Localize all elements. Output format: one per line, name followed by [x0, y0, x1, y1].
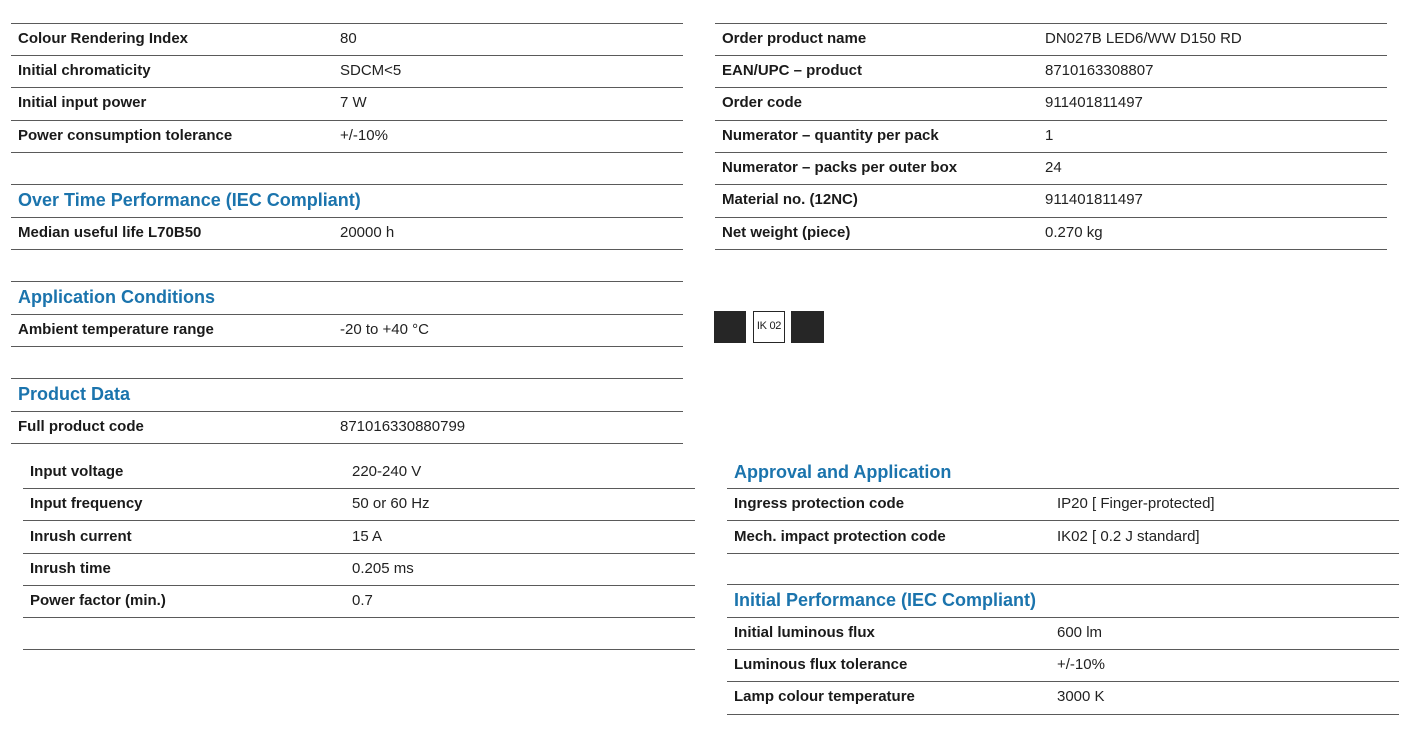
table-row	[11, 411, 683, 443]
row-value: IP20 [ Finger-protected]	[1057, 495, 1215, 512]
electrical-table	[23, 456, 695, 651]
table-row	[23, 553, 695, 585]
table-row	[727, 521, 1399, 553]
ik02-rating-icon: IK 02	[753, 311, 785, 343]
table-rule	[727, 714, 1399, 715]
row-label: Ambient temperature range	[18, 321, 214, 338]
table-row	[23, 521, 695, 553]
row-value: SDCM<5	[340, 62, 402, 79]
product-data-section	[11, 378, 683, 444]
table-rule	[23, 649, 695, 650]
row-label: Lamp colour temperature	[734, 688, 915, 705]
table-row	[11, 55, 683, 87]
table-row	[715, 184, 1387, 216]
over-time-section	[11, 184, 683, 250]
row-label: Inrush time	[30, 560, 111, 577]
row-label: Net weight (piece)	[722, 224, 851, 241]
row-label: Initial input power	[18, 94, 147, 111]
table-row	[715, 23, 1387, 55]
row-label: Input voltage	[30, 463, 124, 480]
row-value: 80	[340, 30, 357, 47]
table-rule	[11, 443, 683, 444]
row-value: 3000 K	[1057, 688, 1105, 705]
row-label: Order product name	[722, 30, 867, 47]
row-label: Initial chromaticity	[18, 62, 151, 79]
row-value: +/-10%	[1057, 656, 1105, 673]
section-header-row	[727, 456, 1399, 488]
table-rule	[11, 249, 683, 250]
table-row	[715, 87, 1387, 119]
row-value: DN027B LED6/WW D150 RD	[1045, 30, 1242, 47]
row-label: Numerator – packs per outer box	[722, 159, 958, 176]
table-row	[11, 217, 683, 249]
row-value: 7 W	[340, 94, 367, 111]
row-value: 600 lm	[1057, 624, 1103, 641]
row-value: 50 or 60 Hz	[352, 495, 430, 512]
table-row	[715, 55, 1387, 87]
row-value: 911401811497	[1045, 191, 1143, 208]
section-title: Approval and Application	[734, 462, 952, 482]
table-rule	[11, 152, 683, 153]
row-value: 871016330880799	[340, 418, 466, 435]
row-value: 24	[1045, 159, 1062, 176]
section-title: Application Conditions	[18, 287, 215, 307]
dark-certification-icon	[791, 311, 824, 343]
table-row	[727, 488, 1399, 520]
table-rule	[23, 617, 695, 618]
row-value: IK02 [ 0.2 J standard]	[1057, 528, 1200, 545]
row-label: Median useful life L70B50	[18, 224, 202, 241]
table-row	[23, 488, 695, 520]
table-row	[11, 87, 683, 119]
row-value: 8710163308807	[1045, 62, 1154, 79]
row-label: Input frequency	[30, 495, 143, 512]
row-label: Numerator – quantity per pack	[722, 127, 939, 144]
table-row	[715, 152, 1387, 184]
section-title: Initial Performance (IEC Compliant)	[734, 590, 1037, 610]
table-row	[23, 456, 695, 488]
table-rule	[727, 553, 1399, 554]
section-title: Over Time Performance (IEC Compliant)	[18, 190, 361, 210]
row-label: Inrush current	[30, 528, 132, 545]
table-rule	[11, 346, 683, 347]
table-row	[727, 681, 1399, 713]
table-row	[23, 585, 695, 617]
row-value: 0.7	[352, 592, 373, 609]
row-label: Colour Rendering Index	[18, 30, 189, 47]
row-label: Luminous flux tolerance	[734, 656, 908, 673]
row-label: Order code	[722, 94, 803, 111]
order-info-table	[715, 23, 1387, 251]
table-row	[715, 217, 1387, 249]
row-value: 911401811497	[1045, 94, 1143, 111]
row-value: 1	[1045, 127, 1054, 144]
row-label: EAN/UPC – product	[722, 62, 863, 79]
dark-certification-icon	[714, 311, 746, 343]
table-row	[727, 617, 1399, 649]
table-row	[715, 120, 1387, 152]
certification-icons	[714, 311, 826, 345]
section-title: Product Data	[18, 384, 131, 404]
row-label: Power factor (min.)	[30, 592, 166, 609]
table-row	[11, 23, 683, 55]
table-rule	[715, 249, 1387, 250]
row-label: Material no. (12NC)	[722, 191, 858, 208]
application-conditions-section	[11, 281, 683, 347]
table-row	[727, 649, 1399, 681]
section-header-row	[727, 584, 1399, 616]
section-header-row	[11, 281, 683, 313]
row-value: 220-240 V	[352, 463, 422, 480]
row-label: Mech. impact protection code	[734, 528, 946, 545]
row-value: +/-10%	[340, 127, 388, 144]
row-label: Initial luminous flux	[734, 624, 875, 641]
table-row	[11, 120, 683, 152]
row-value: -20 to +40 °C	[340, 321, 429, 338]
row-value: 0.205 ms	[352, 560, 414, 577]
row-label: Power consumption tolerance	[18, 127, 233, 144]
left-general-table	[11, 23, 683, 153]
row-value: 0.270 kg	[1045, 224, 1103, 241]
section-header-row	[11, 184, 683, 216]
row-value: 15 A	[352, 528, 383, 545]
approval-application-section	[727, 456, 1399, 554]
table-row	[11, 314, 683, 346]
initial-performance-section	[727, 584, 1399, 715]
row-value: 20000 h	[340, 224, 395, 241]
section-header-row	[11, 378, 683, 410]
row-label: Ingress protection code	[734, 495, 905, 512]
row-label: Full product code	[18, 418, 144, 435]
